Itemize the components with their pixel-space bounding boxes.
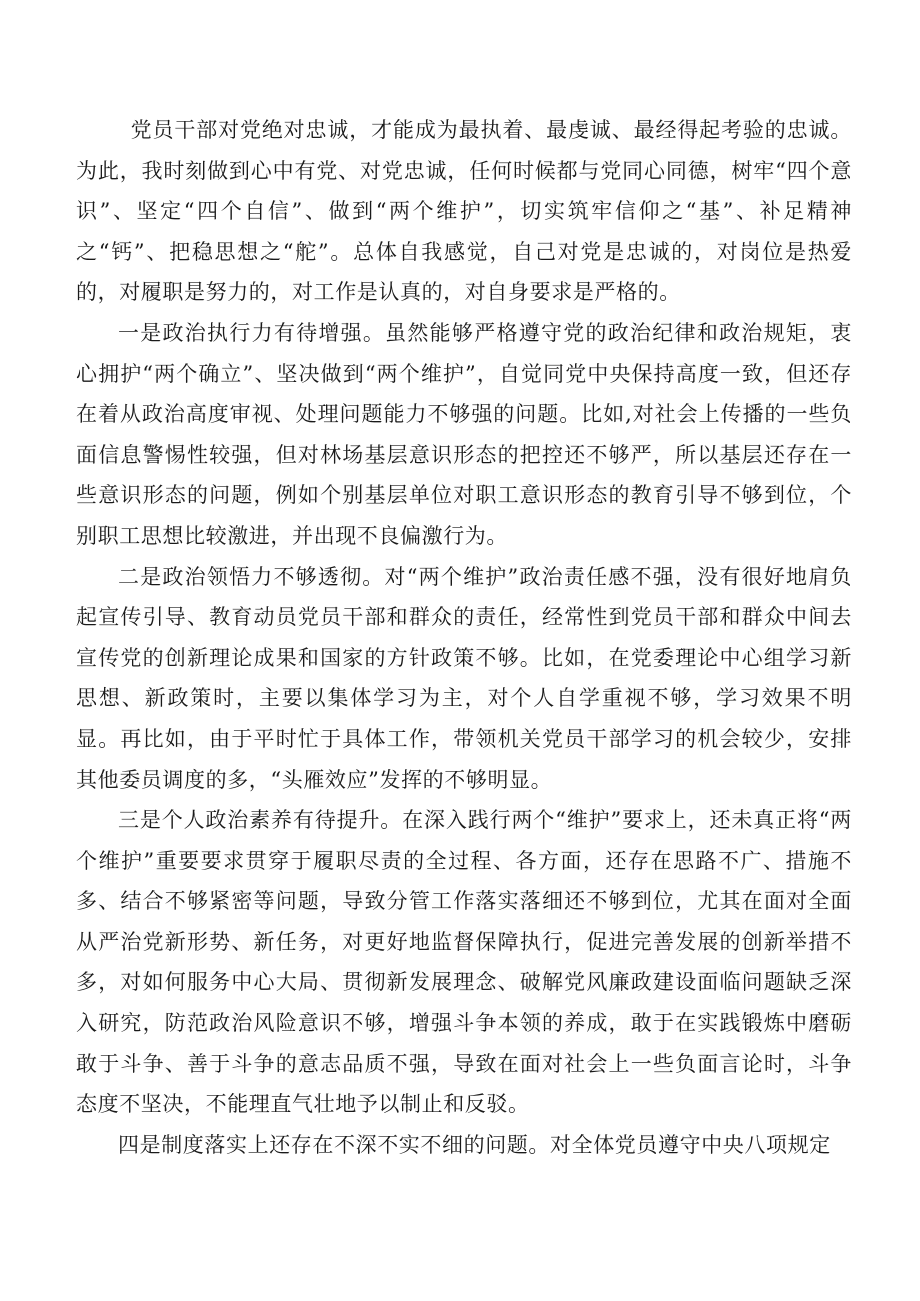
document-body — [76, 110, 852, 1165]
paragraph-loyalty: 党员干部对党绝对忠诚，才能成为最执着、最虔诚、最经得起考验的忠诚。为此，我时刻做到心中有党、对党忠诚，任何时候都与党同心同德，树牢“四个意识”、坚定“四个自信”、做到“两个维护”，切实筑牢信仰之“基”、补足精神之“钙”、把稳思想之“舵”。总体自我感觉，自己对党是忠诚的，对岗位是热爱的，对履职是努力的，对工作是认真的，对自身要求是严格的。 — [76, 118, 852, 305]
paragraph-political-execution: 一是政治执行力有待增强。虽然能够严格遵守党的政治纪律和政治规矩，衷心拥护“两个确立”、坚决做到“两个维护”，自觉同党中央保持高度一致，但还存在着从政治高度审视、处理问题能力不够强的问题。比如,对社会上传播的一些负面信息警惕性较强，但对林场基层意识形态的把控还不够严，所以基层还存在一些意识形态的问题，例如个别基层单位对职工意识形态的教育引导不够到位，个别职工思想比较激进，并出现不良偏激行为。 — [76, 320, 852, 548]
paragraph-political-literacy: 三是个人政治素养有待提升。在深入践行两个“维护”要求上，还未真正将“两个维护”重要要求贯穿于履职尽责的全过程、各方面，还存在思路不广、措施不多、结合不够紧密等问题，导致分管工作落实落细还不够到位，尤其在面对全面从严治党新形势、新任务，对更好地监督保障执行，促进完善发展的创新举措不多，对如何服务中心大局、贯彻新发展理念、破解党风廉政建设面临问题缺乏深入研究，防范政治风险意识不够，增强斗争本领的养成，敢于在实践锻炼中磨砺敢于斗争、善于斗争的意志品质不强，导致在面对社会上一些负面言论时，斗争态度不坚决，不能理直气壮地予以制止和反驳。 — [76, 808, 852, 1117]
paragraph-political-understanding: 二是政治领悟力不够透彻。对“两个维护”政治责任感不强，没有很好地肩负起宣传引导、教育动员党员干部和群众的责任，经常性到党员干部和群众中间去宣传党的创新理论成果和国家的方针政策不够。比如，在党委理论中心组学习新思想、新政策时，主要以集体学习为主，对个人自学重视不够，学习效果不明显。再比如，由于平时忙于具体工作，带领机关党员干部学习的机会较少，安排其他委员调度的多，“头雁效应”发挥的不够明显。 — [76, 564, 852, 792]
paragraph-system-implementation: 四是制度落实上还存在不深不实不细的问题。对全体党员遵守中央八项规定 — [118, 1132, 831, 1157]
